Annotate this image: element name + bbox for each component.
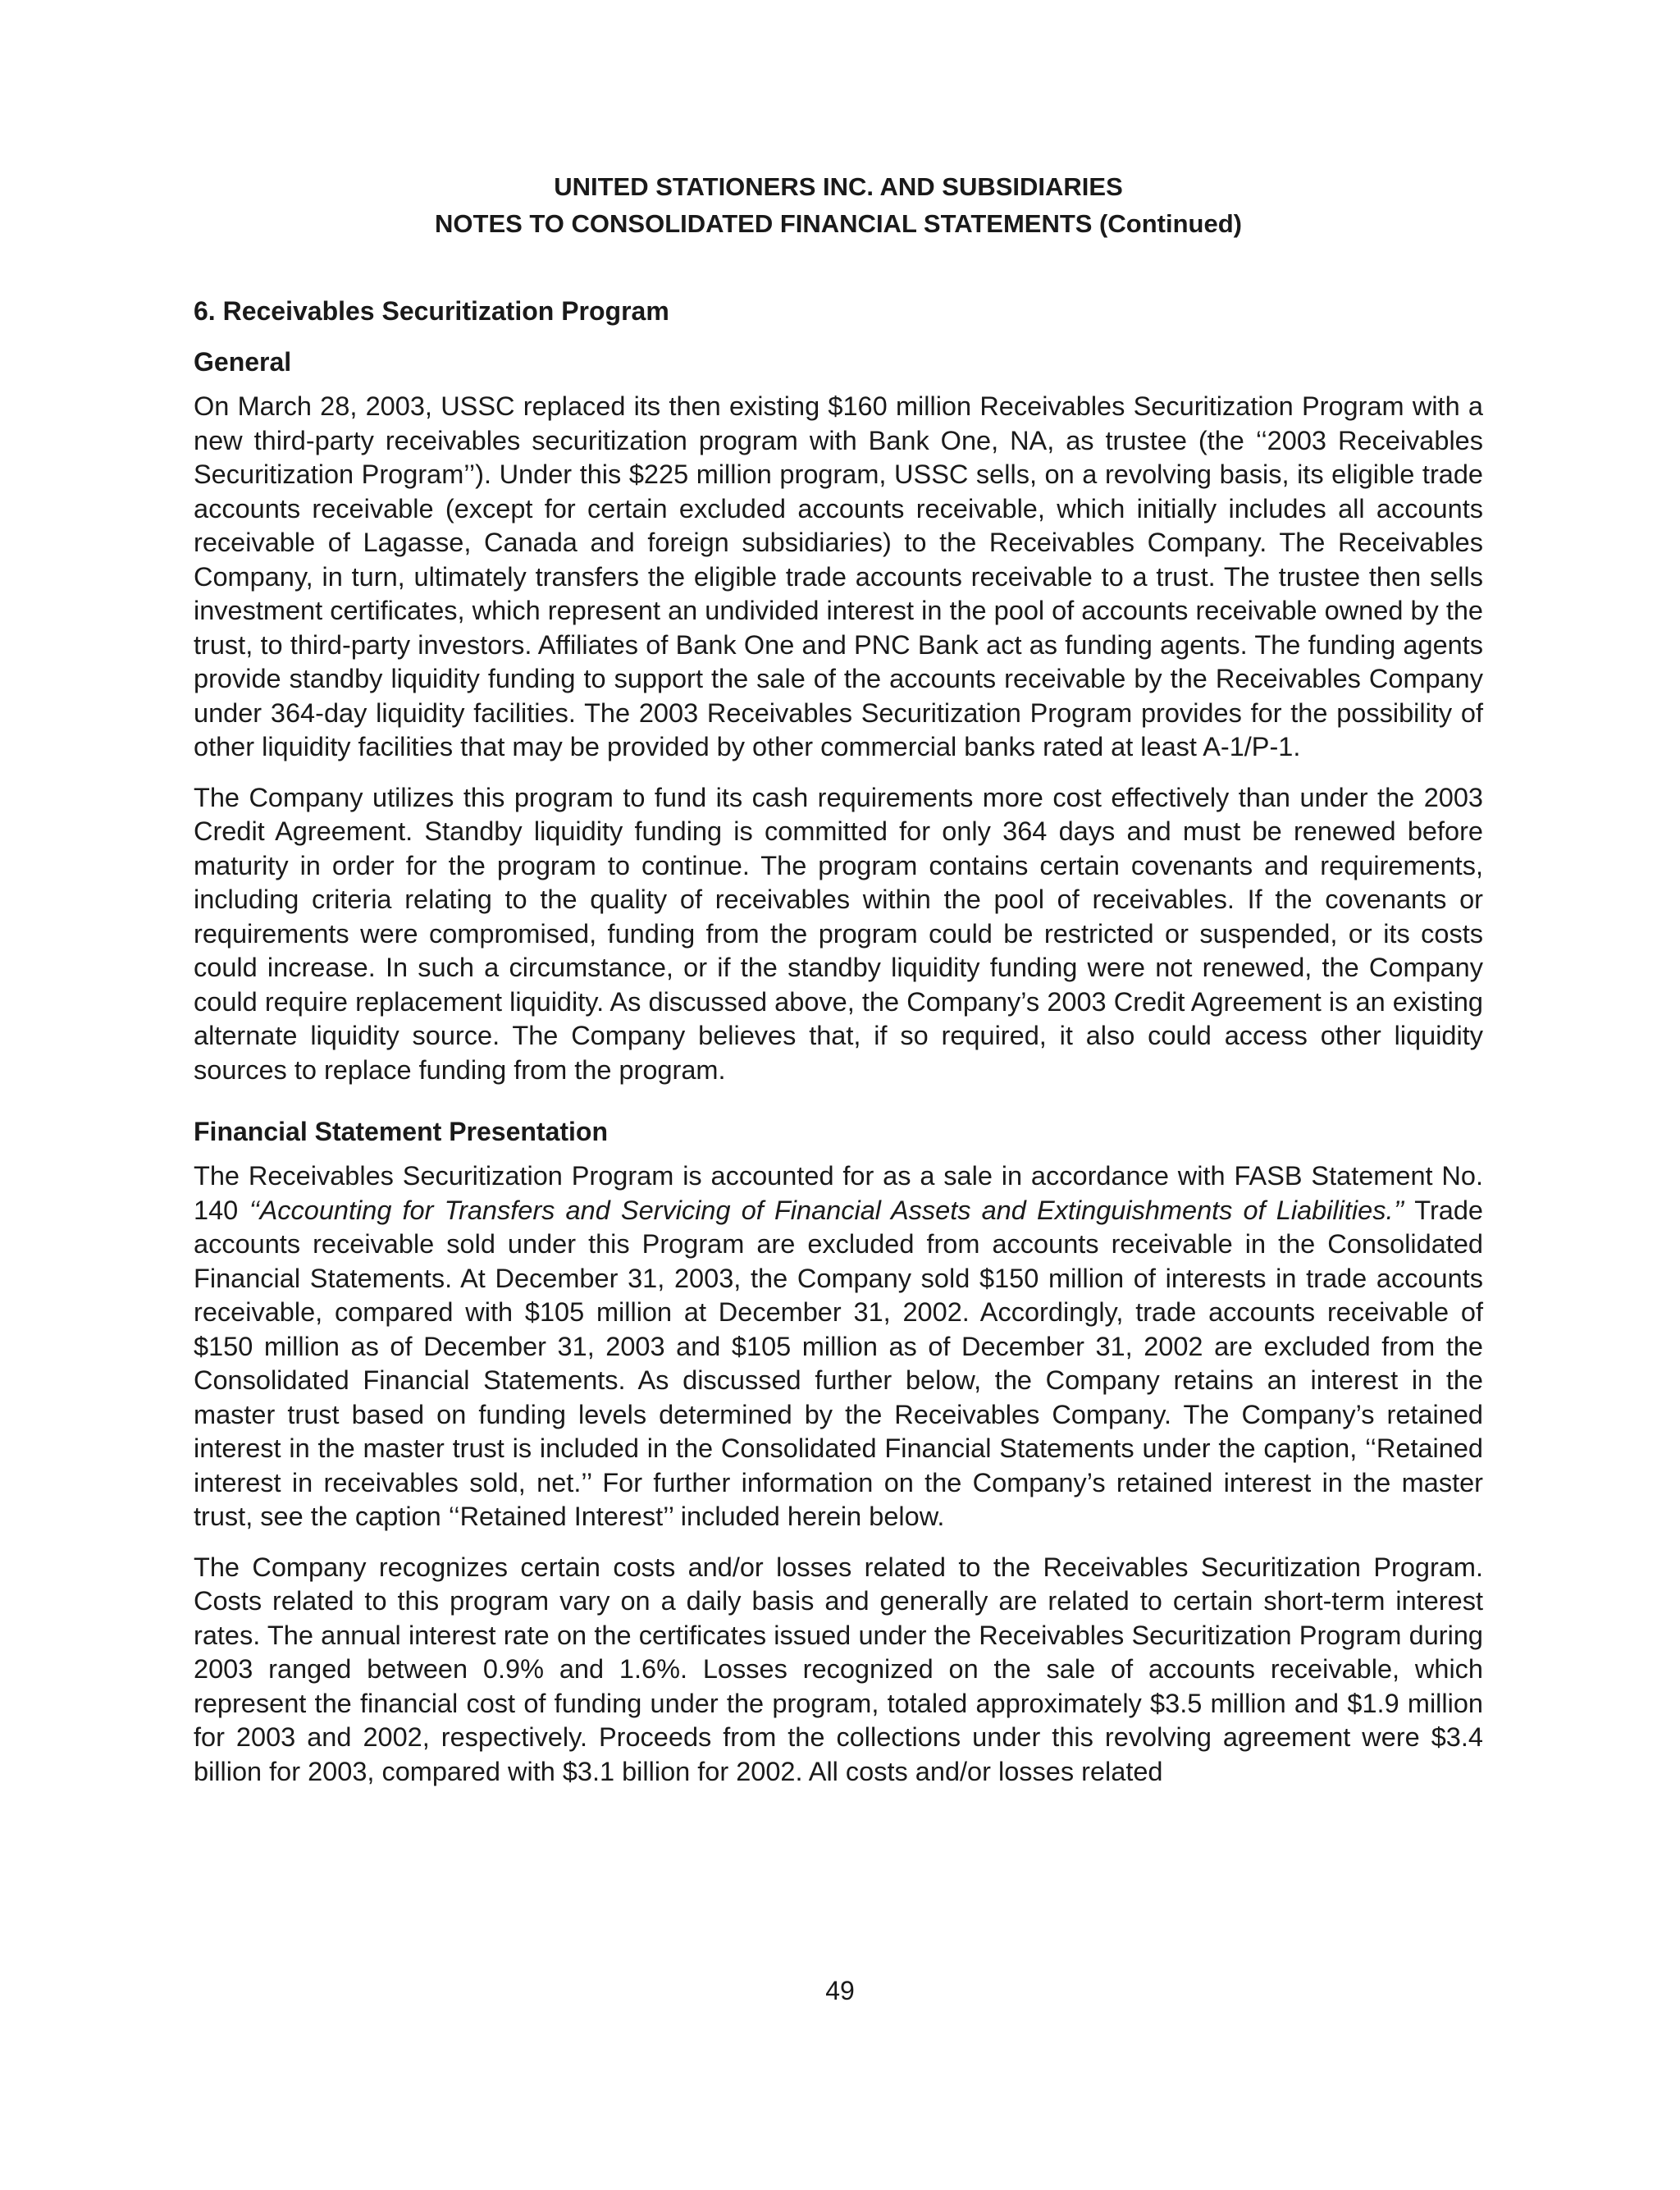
presentation-paragraph-1-end: Trade accounts receivable sold under this Program are excluded from accounts receivable in the Consolidated Financial Statements. At December 31, 2003, the Company sold $150 million of interests in trade accounts receivable, compared with $105 million at December 31, 2002. Accordingly, trade accounts receivable of $150 million as of December 31, 2003 and $105 million as of December 31, 2002 are excluded from the Consolidated Financial Statements. As discussed further below, the Company retains an interest in the master trust based on funding levels determined by the Receivables Company. The Company’s retained interest in the master trust is included in the Consolidated Financial Statements under the caption, ‘‘Retained interest in receivables sold, net.’’ For further information on the Company’s retained interest in the master trust, see the caption ‘‘Retained Interest’’ included herein below.: [194, 1195, 1483, 1531]
general-paragraph-2: The Company utilizes this program to fund its cash requirements more cost effectively than under the 2003 Credit Agreement. Standby liquidity funding is committed for only 364 days and must be renewed before maturity in order for the program to continue. The program contains certain covenants and requirements, including criteria relating to the quality of receivables within the pool of receivables. If the covenants or requirements were compromised, funding from the program could be restricted or suspended, or its costs could increase. In such a circumstance, or if the standby liquidity funding were not renewed, the Company could require replacement liquidity. As discussed above, the Company’s 2003 Credit Agreement is an existing alternate liquidity source. The Company believes that, if so required, it also could access other liquidity sources to replace funding from the program.: [194, 782, 1483, 1085]
presentation-paragraph-1-start: The Receivables Securitization Program is accounted for as a sale in accordance with FASB Statement No. 140: [194, 1161, 1483, 1225]
page-header: [194, 168, 1483, 242]
presentation-paragraph-1: [194, 1159, 1483, 1534]
document-page: [194, 168, 1483, 1805]
general-paragraph-1: On March 28, 2003, USSC replaced its then existing $160 million Receivables Securitization Program with a new third-party receivables securitization program with Bank One, NA, as trustee (the ‘‘2003 Receivables Securitization Program’’). Under this $225 million program, USSC sells, on a revolving basis, its eligible trade accounts receivable (except for certain excluded accounts receivable, which initially includes all accounts receivable of Lagasse, Canada and foreign subsidiaries) to the Receivables Company. The Receivables Company, in turn, ultimately transfers the eligible trade accounts receivable to a trust. The trustee then sells investment certificates, which represent an undivided interest in the pool of accounts receivable owned by the trust, to third-party investors. Affiliates of Bank One and PNC Bank act as funding agents. The funding agents provide standby liquidity funding to support the sale of the accounts receivable by the Receivables Company under 364-day liquidity facilities. The 2003 Receivables Securitization Program provides for the possibility of other liquidity facilities that may be provided by other commercial banks rated at least A-1/P-1.: [194, 391, 1483, 761]
general-heading: General: [194, 347, 292, 377]
header-subtitle: NOTES TO CONSOLIDATED FINANCIAL STATEMENTS (Continued): [435, 209, 1242, 238]
company-name: UNITED STATIONERS INC. AND SUBSIDIARIES: [554, 172, 1123, 201]
page-number: 49: [825, 1976, 855, 2005]
section-title: 6. Receivables Securitization Program: [194, 296, 669, 326]
fasb-statement-title: ‘‘Accounting for Transfers and Servicing of Financial Assets and Extinguishments of Liabilities.’’: [249, 1195, 1404, 1225]
presentation-paragraph-2: The Company recognizes certain costs and/or losses related to the Receivables Securitization Program. Costs related to this program vary on a daily basis and generally are related to certain short-term interest rates. The annual interest rate on the certificates issued under the Receivables Securitization Program during 2003 ranged between 0.9% and 1.6%. Losses recognized on the sale of accounts receivable, which represent the financial cost of funding under the program, totaled approximately $3.5 million and $1.9 million for 2003 and 2002, respectively. Proceeds from the collections under this revolving agreement were $3.4 billion for 2003, compared with $3.1 billion for 2002. All costs and/or losses related: [194, 1552, 1483, 1786]
presentation-heading: Financial Statement Presentation: [194, 1117, 609, 1146]
